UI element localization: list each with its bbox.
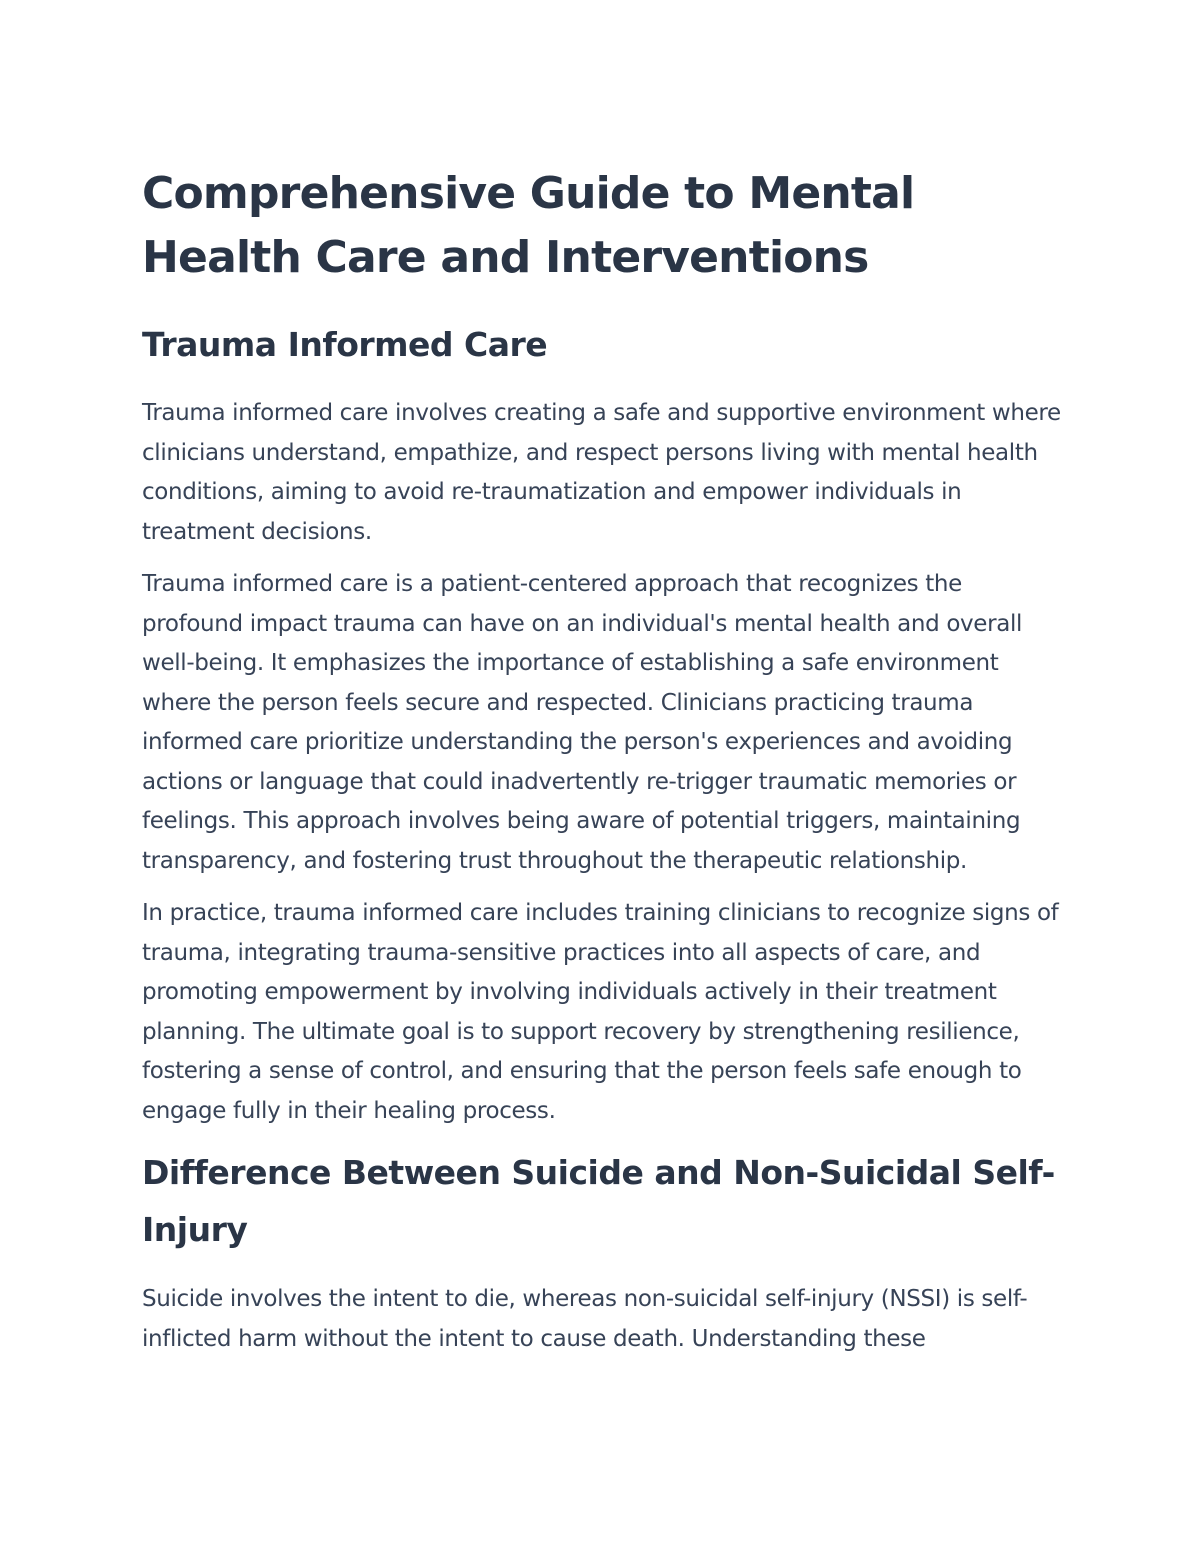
paragraph: Trauma informed care is a patient-centered approach that recognizes the profound impact trauma can have on an individual's mental health and overall well-being. It emphasizes the importance of establishing a safe environment where the person feels secure and respected. Clinicians practicing trauma informed care prioritize understanding the person's experiences and avoiding actions or language that could inadvertently re-trigger traumatic memories or feelings. This approach involves being aware of potential triggers, maintaining transparency, and fostering trust throughout the therapeutic relationship.: [142, 571, 1023, 874]
paragraph: In practice, trauma informed care includes training clinicians to recognize signs of trauma, integrating trauma-sensitive practices into all aspects of care, and promoting empowerment by involving individuals actively in their treatment planning. The ultimate goal is to support recovery by strengthening resilience, fostering a sense of control, and ensuring that the person feels safe enough to engage fully in their healing process.: [142, 900, 1059, 1124]
section-heading: Trauma Informed Care: [142, 325, 548, 364]
section-trauma-informed-care: [142, 320, 1062, 1131]
document-title: Comprehensive Guide to Mental Health Care and Interventions: [142, 168, 915, 283]
paragraph: Suicide involves the intent to die, whereas non-suicidal self-injury (NSSI) is self-inflicted harm without the intent to cause death. Understanding these: [142, 1286, 1028, 1352]
section-heading: Difference Between Suicide and Non-Suicidal Self-Injury: [142, 1153, 1055, 1249]
paragraph: Trauma informed care involves creating a safe and supportive environment where clinicians understand, empathize, and respect persons living with mental health conditions, aiming to avoid re-traumatization and empower individuals in treatment decisions.: [142, 400, 1061, 545]
section-suicide-vs-nssi: [142, 1144, 1062, 1359]
document-page: [142, 162, 1062, 1372]
